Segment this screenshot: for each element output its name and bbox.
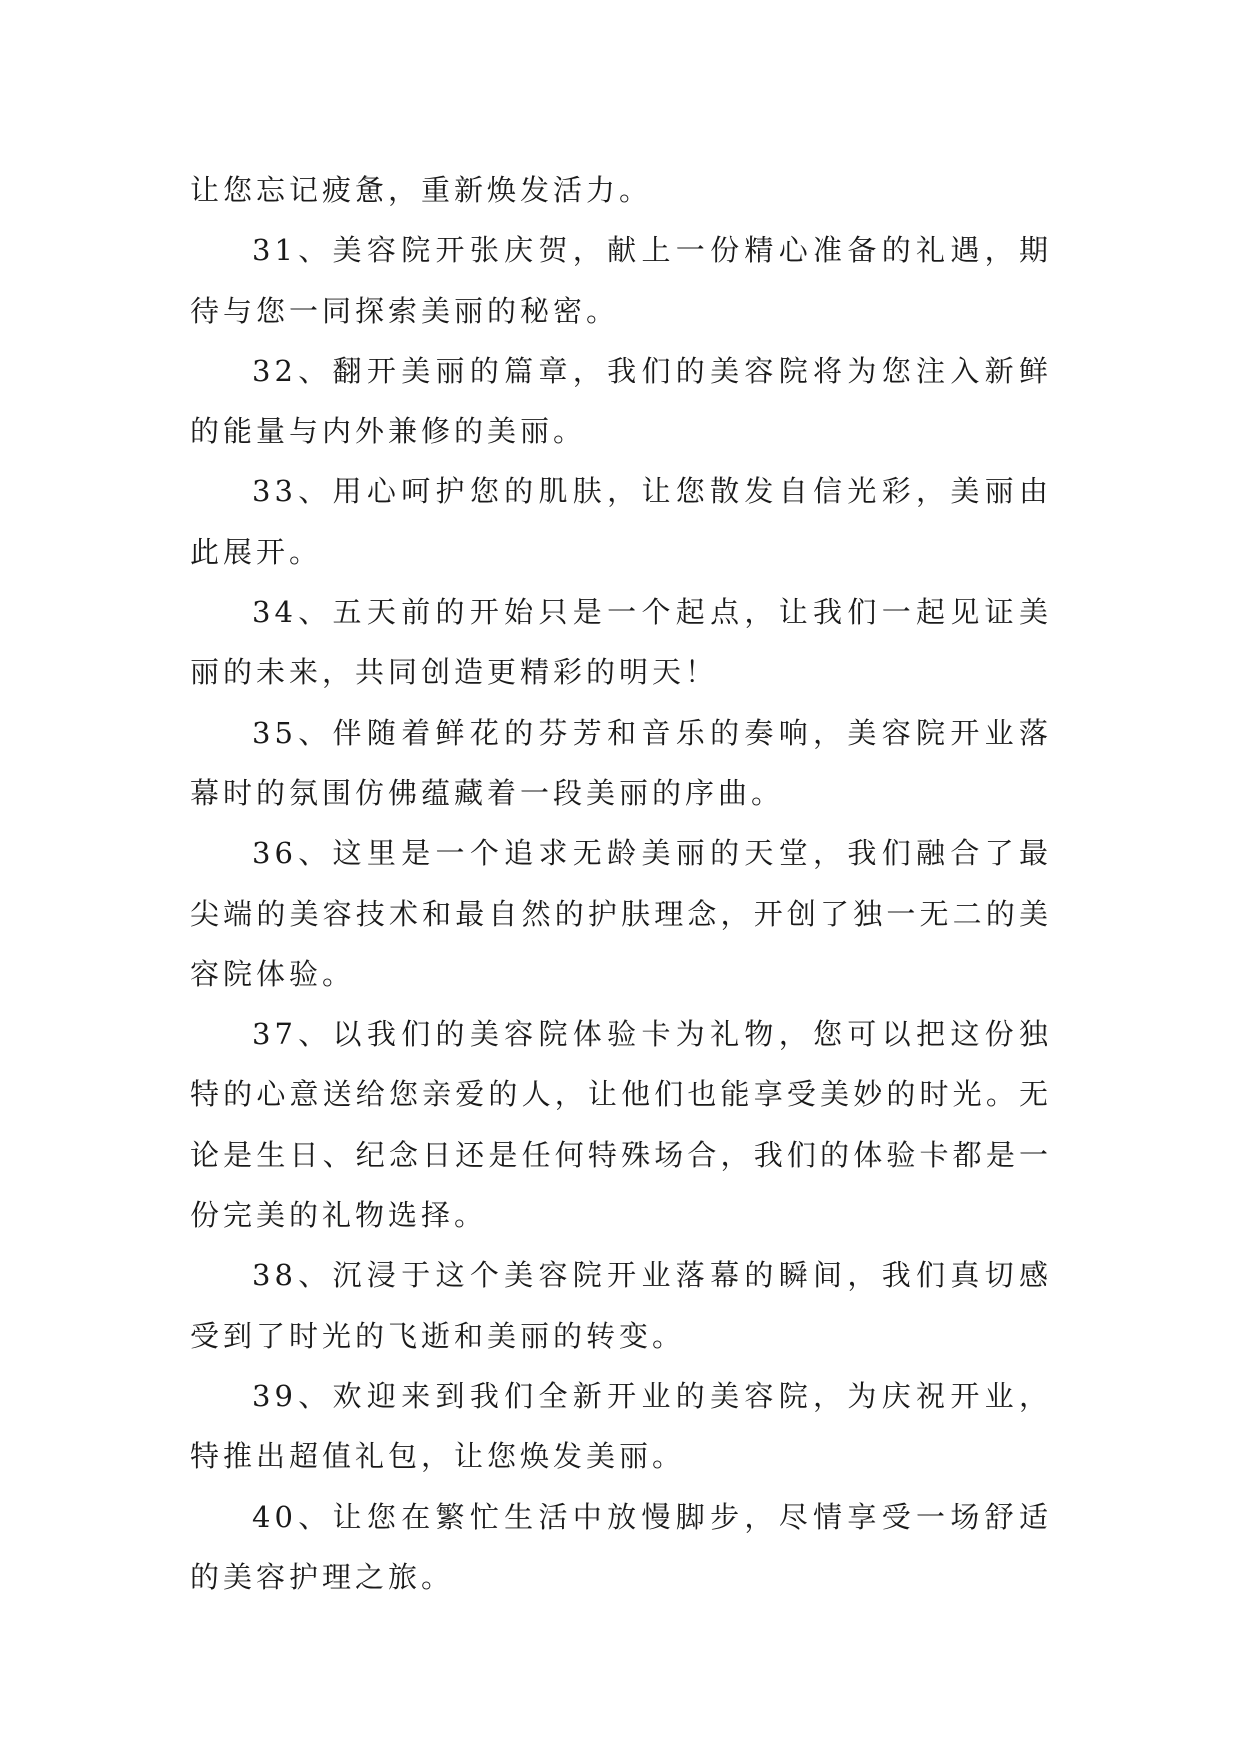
paragraph-40: 40、让您在繁忙生活中放慢脚步，尽情享受一场舒适的美容护理之旅。 — [190, 1499, 1052, 1594]
paragraph-34: 34、五天前的开始只是一个起点，让我们一起见证美丽的未来，共同创造更精彩的明天！ — [190, 595, 1052, 690]
paragraph-continuation: 让您忘记疲惫，重新焕发活力。 — [190, 173, 653, 207]
paragraph-39: 39、欢迎来到我们全新开业的美容院，为庆祝开业，特推出超值礼包，让您焕发美丽。 — [190, 1378, 1052, 1474]
paragraph-33: 33、用心呵护您的肌肤，让您散发自信光彩，美丽由此展开。 — [190, 474, 1052, 569]
paragraph-36: 36、这里是一个追求无龄美丽的天堂，我们融合了最尖端的美容技术和最自然的护肤理念，开创了独一无二的美容院体验。 — [190, 836, 1052, 991]
paragraph-35: 35、伴随着鲜花的芬芳和音乐的奏响，美容院开业落幕时的氛围仿佛蕴藏着一段美丽的序曲。 — [190, 715, 1052, 810]
paragraph-32: 32、翻开美丽的篇章，我们的美容院将为您注入新鲜的能量与内外兼修的美丽。 — [190, 353, 1052, 449]
paragraph-38: 38、沉浸于这个美容院开业落幕的瞬间，我们真切感受到了时光的飞逝和美丽的转变。 — [190, 1258, 1052, 1353]
paragraph-31: 31、美容院开张庆贺，献上一份精心准备的礼遇，期待与您一同探索美丽的秘密。 — [190, 233, 1052, 328]
document-body — [190, 160, 1052, 1607]
paragraph-37: 37、以我们的美容院体验卡为礼物，您可以把这份独特的心意送给您亲爱的人，让他们也能享受美妙的时光。无论是生日、纪念日还是任何特殊场合，我们的体验卡都是一份完美的礼物选择。 — [190, 1017, 1052, 1233]
